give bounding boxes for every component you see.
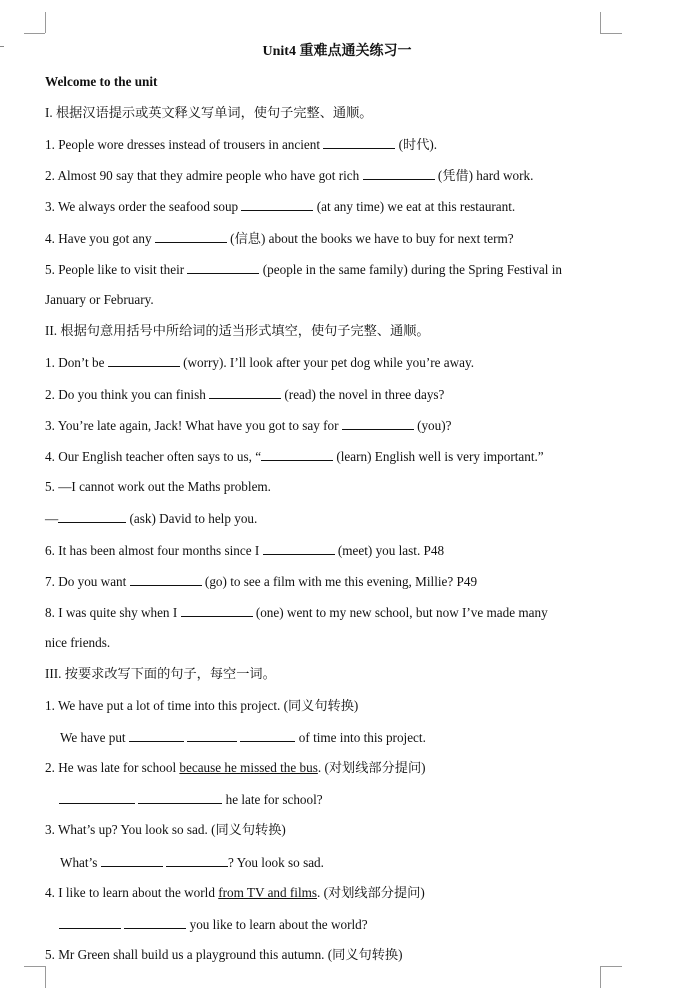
part1-item-2: 2. Almost 90 say that they admire people who have got rich (凭借) hard work. <box>45 168 534 183</box>
answer-blank[interactable] <box>261 448 333 461</box>
part3-question-4: 4. I like to learn about the world from TV and films. (对划线部分提问) <box>45 885 425 900</box>
part2-item-3: 3. You’re late again, Jack! What have you got to say for (you)? <box>45 418 452 433</box>
part3-question-5: 5. Mr Green shall build us a playground this autumn. (同义句转换) <box>45 947 403 962</box>
part1-item-5: 5. People like to visit their (people in the same family) during the Spring Festival in <box>45 262 563 277</box>
answer-blank[interactable] <box>130 573 202 586</box>
answer-blank[interactable] <box>129 729 184 742</box>
answer-blank[interactable] <box>59 791 135 804</box>
part1-item-5-continued: January or February. <box>45 292 154 307</box>
part1-item-3: 3. We always order the seafood soup (at any time) we eat at this restaurant. <box>45 199 516 214</box>
part1-item-4: 4. Have you got any (信息) about the books we have to buy for next term? <box>45 231 514 246</box>
part2-item-5: 5. —I cannot work out the Maths problem. <box>45 479 271 494</box>
answer-blank[interactable] <box>138 791 222 804</box>
part3-question-3: 3. What’s up? You look so sad. (同义句转换) <box>45 822 286 837</box>
part3-answer-3: What’s ? You look so sad. <box>60 855 324 870</box>
part2-item-4: 4. Our English teacher often says to us, “ (learn) English well is very important.” <box>45 449 544 464</box>
answer-blank[interactable] <box>181 604 253 617</box>
part2-item-2: 2. Do you think you can finish (read) the novel in three days? <box>45 387 445 402</box>
page-title: Unit4 重难点通关练习一 <box>262 44 412 59</box>
part2-item-1: 1. Don’t be (worry). I’ll look after your pet dog while you’re away. <box>45 355 475 370</box>
answer-blank[interactable] <box>124 916 186 929</box>
part3-answer-2: he late for school? <box>45 791 323 808</box>
section-header: Welcome to the unit <box>45 74 158 89</box>
answer-blank[interactable] <box>108 354 180 367</box>
part3-question-2: 2. He was late for school because he missed the bus. (对划线部分提问) <box>45 760 426 775</box>
answer-blank[interactable] <box>187 261 259 274</box>
answer-blank[interactable] <box>209 386 281 399</box>
answer-blank[interactable] <box>166 854 228 867</box>
answer-blank[interactable] <box>241 198 313 211</box>
answer-blank[interactable] <box>263 542 335 555</box>
part3-answer-4: you like to learn about the world? <box>45 916 368 933</box>
underlined-phrase: because he missed the bus <box>179 760 318 775</box>
part2-heading: II. 根据句意用括号中所给词的适当形式填空，使句子完整、通顺。 <box>45 323 430 338</box>
answer-blank[interactable] <box>101 854 163 867</box>
part3-heading: III. 按要求改写下面的句子，每空一词。 <box>45 666 276 681</box>
part2-item-8: 8. I was quite shy when I (one) went to my new school, but now I’ve made many <box>45 605 548 620</box>
part3-question-1: 1. We have put a lot of time into this project. (同义句转换) <box>45 698 359 713</box>
answer-blank[interactable] <box>363 167 435 180</box>
answer-blank[interactable] <box>187 729 237 742</box>
part2-item-6: 6. It has been almost four months since I (meet) you last. P48 <box>45 543 445 558</box>
part1-item-1: 1. People wore dresses instead of trousers in ancient (时代). <box>45 137 438 152</box>
answer-blank[interactable] <box>240 729 295 742</box>
underlined-phrase: from TV and films <box>218 885 318 900</box>
answer-blank[interactable] <box>155 230 227 243</box>
answer-blank[interactable] <box>58 510 126 523</box>
part3-answer-1: We have put of time into this project. <box>60 730 426 745</box>
answer-blank[interactable] <box>342 417 414 430</box>
part1-heading: I. 根据汉语提示或英文释义写单词，使句子完整、通顺。 <box>45 105 373 120</box>
part2-item-8-continued: nice friends. <box>45 635 111 650</box>
part2-item-7: 7. Do you want (go) to see a film with me this evening, Millie? P49 <box>45 574 478 589</box>
answer-blank[interactable] <box>59 916 121 929</box>
part2-item-5-reply: — (ask) David to help you. <box>45 511 258 526</box>
answer-blank[interactable] <box>323 136 395 149</box>
